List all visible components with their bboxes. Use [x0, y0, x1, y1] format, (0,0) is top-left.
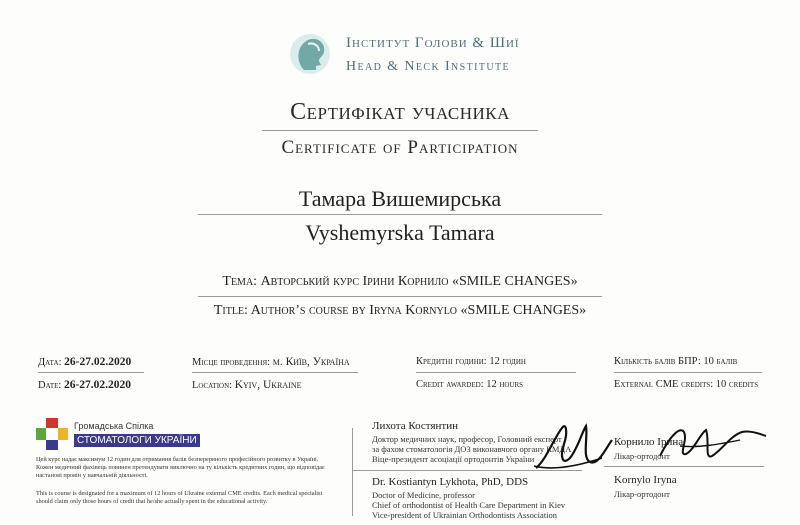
- certificate-title-en: Certificate of Participation: [281, 137, 519, 158]
- location-value-ua: м. Київ, Україна: [272, 356, 350, 368]
- title-divider: [262, 130, 538, 131]
- date-value-en: 26-27.02.2020: [63, 379, 132, 391]
- institute-logo-icon: [286, 30, 332, 78]
- signatory2-signature-icon: [650, 416, 770, 472]
- topic-value-en: Author’s course by Iryna Kornylo «SMILE CHANGES»: [250, 303, 587, 318]
- credit-hours-ua: Кредитні години: 12 годин: [416, 356, 526, 367]
- organization-logo-icon: [36, 418, 68, 450]
- date-label-en: Date:: [38, 380, 62, 391]
- cme-note-en: This is course is designated for a maximum of 12 hours of Ukraine external CME credits. Each medical specialist should claim only those hours of credit that he/she actually spent in the educational activity.: [36, 490, 323, 505]
- signatory1-line1-ua: Доктор медичних наук, професор, Головний експерт: [372, 434, 562, 444]
- signatory1-name-ua: Лихота Костянтин: [372, 420, 458, 432]
- signatory1-title-en: [372, 490, 565, 520]
- signatory2-role-ua: Лікар-ортодонт: [614, 451, 670, 461]
- location-value-en: Kyiv, Ukraine: [234, 379, 302, 391]
- organization-name-line2: СТОМАТОЛОГИ УКРАЇНИ: [74, 434, 200, 447]
- date-label-ua: Дата:: [38, 357, 62, 368]
- location-label-ua: Місце проведення:: [192, 357, 271, 368]
- date-value-ua: 26-27.02.2020: [64, 356, 132, 368]
- credit-divider: [416, 372, 576, 373]
- participant-name-ua: Тамара Вишемирська: [298, 186, 502, 211]
- signatory1-line3-ua: Віце-президент асоціації ортодонтів України: [372, 454, 535, 464]
- location-label-en: Location:: [192, 380, 233, 391]
- signatory1-line2-en: Chief of orthodontist of Health Care Department in Kiev: [372, 500, 566, 510]
- cme-divider: [614, 372, 762, 373]
- credit-hours-en: Credit awarded: 12 hours: [416, 379, 524, 390]
- location-divider: [192, 372, 358, 373]
- signatory1-name-en: Dr. Kostiantyn Lykhota, PhD, DDS: [372, 476, 529, 488]
- topic-label-en: Title:: [213, 303, 248, 318]
- signatory1-line3-en: Vice-president of Ukrainian Orthodontists Association: [372, 510, 558, 520]
- institute-name-ua: Інститут Голови & Шиї: [346, 35, 520, 51]
- topic-divider: [198, 296, 602, 297]
- topic-en: [0, 303, 800, 319]
- location-ua: [192, 356, 350, 368]
- signatory1-line1-en: Doctor of Medicine, professor: [372, 490, 475, 500]
- location-en: [192, 379, 302, 391]
- name-divider: [198, 214, 602, 215]
- date-en: [38, 379, 131, 391]
- certificate-title-ua: Сертифікат учасника: [290, 99, 510, 125]
- organization-name-line1: Громадська Спілка: [74, 421, 154, 431]
- signatory2-role-en: Лікар-ортодонт: [614, 489, 670, 499]
- date-ua: [38, 356, 131, 368]
- signatory1-line2-ua: за фахом стоматологія ДОЗ виконавчого органу КМДА: [372, 444, 572, 454]
- participant-name-en: Vyshemyrska Tamara: [305, 220, 495, 245]
- topic-label-ua: Тема:: [222, 274, 258, 289]
- topic-ua: [0, 274, 800, 290]
- signature-column-divider: [352, 428, 353, 516]
- signatory2-name-ua: Корнило Ірина: [614, 436, 684, 448]
- cme-credits-en: External CME credits: 10 credits: [614, 379, 759, 390]
- cme-credits-ua: Кількість балів БПР: 10 балів: [614, 356, 738, 367]
- institute-name-en: Head & Neck Institute: [346, 59, 510, 74]
- topic-value-ua: Авторський курс Ірини Корнило «SMILE CHANGES»: [260, 274, 578, 289]
- signatory2-name-en: Kornylo Iryna: [614, 474, 677, 486]
- date-divider: [38, 372, 144, 373]
- cme-note-ua: Цей курс надає максимум 12 годин для отримання балів безперервного професійного розвитку в Україні. Кожен медичний фахівець повинен претендувати виключно на ту кількість кредитних годин, що відповідає настанові провін у навчальній діяльності.: [36, 456, 325, 479]
